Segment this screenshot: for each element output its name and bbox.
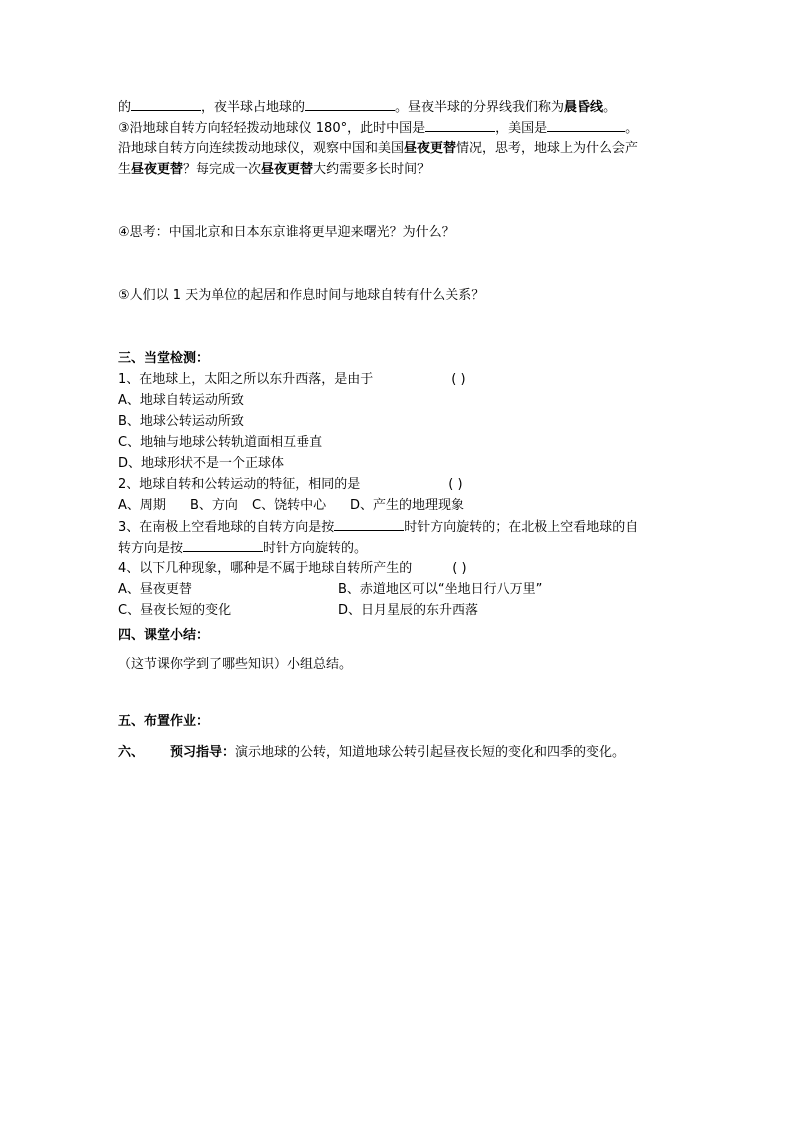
question-text: 2、地球自转和公转运动的特征，相同的是 bbox=[118, 477, 361, 492]
bold-term: 昼夜更替 bbox=[131, 162, 184, 177]
fill-blank[interactable] bbox=[334, 516, 404, 531]
text-fragment: 情况，思考，地球上为什么会产 bbox=[456, 141, 639, 156]
question-text: 3、在南极上空看地球的自转方向是按 bbox=[118, 520, 335, 535]
text-fragment: 大约需要多长时间？ bbox=[313, 162, 431, 177]
text-line-4 bbox=[118, 159, 688, 180]
test-question-3 bbox=[118, 516, 688, 537]
question-4: ④思考：中国北京和日本东京谁将更早迎来曙光？为什么？ bbox=[118, 225, 455, 240]
text-fragment: ，夜半球占地球的 bbox=[201, 100, 306, 115]
text-fragment: 。 bbox=[603, 100, 617, 115]
section-3-heading: 三、当堂检测： bbox=[118, 351, 210, 366]
section-4-heading: 四、课堂小结： bbox=[118, 628, 210, 643]
options-row bbox=[118, 579, 688, 600]
answer-paren[interactable]: ( ) bbox=[448, 477, 463, 492]
option-b: B、地球公转运动所致 bbox=[118, 414, 244, 429]
text-line-2 bbox=[118, 117, 688, 138]
worksheet-page bbox=[118, 96, 688, 763]
option-b: B、赤道地区可以“坐地日行八万里” bbox=[338, 582, 543, 597]
options-row bbox=[118, 495, 688, 516]
question-text: 时针方向旋转的。 bbox=[263, 541, 368, 556]
question-5: ⑤人们以 1 天为单位的起居和作息时间与地球自转有什么关系？ bbox=[118, 288, 485, 303]
text-fragment: 。昼夜半球的分界线我们称为 bbox=[395, 100, 565, 115]
option-a: A、昼夜更替 bbox=[118, 582, 192, 597]
question-text: 4、以下几种现象，哪种是不属于地球自转所产生的 bbox=[118, 561, 413, 576]
test-question-3-cont bbox=[118, 537, 688, 558]
text-fragment: ③沿地球自转方向轻轻拨动地球仪 180°，此时中国是 bbox=[118, 121, 426, 136]
fill-blank[interactable] bbox=[131, 96, 201, 111]
bold-term: 晨昏线 bbox=[564, 100, 604, 115]
section-number: 六、 bbox=[118, 745, 145, 760]
bold-term: 昼夜更替 bbox=[261, 162, 314, 177]
text-line-3 bbox=[118, 138, 688, 159]
fill-blank[interactable] bbox=[425, 117, 495, 132]
option-c: C、地轴与地球公转轨道面相互垂直 bbox=[118, 435, 323, 450]
test-question-2 bbox=[118, 474, 688, 495]
fill-blank[interactable] bbox=[183, 537, 263, 552]
section-text: 演示地球的公转，知道地球公转引起昼夜长短的变化和四季的变化。 bbox=[235, 745, 626, 760]
option-d: D、产生的地理现象 bbox=[350, 498, 465, 513]
question-text: 1、在地球上，太阳之所以东升西落，是由于 bbox=[118, 372, 374, 387]
answer-paren[interactable]: ( ) bbox=[452, 561, 467, 576]
text-fragment: 生 bbox=[118, 162, 132, 177]
fill-blank[interactable] bbox=[547, 117, 625, 132]
bold-term: 昼夜更替 bbox=[404, 141, 457, 156]
fill-blank[interactable] bbox=[305, 96, 395, 111]
test-question-4 bbox=[118, 558, 688, 579]
text-line-1 bbox=[118, 96, 688, 117]
option-b: B、方向 bbox=[190, 498, 238, 513]
option-d: D、日月星辰的东升西落 bbox=[338, 603, 479, 618]
option-c: C、饶转中心 bbox=[252, 498, 327, 513]
option-d: D、地球形状不是一个正球体 bbox=[118, 456, 285, 471]
option-a: A、地球自转运动所致 bbox=[118, 393, 244, 408]
question-text: 转方向是按 bbox=[118, 541, 184, 556]
section-5-heading: 五、布置作业： bbox=[118, 714, 210, 729]
text-fragment: 沿地球自转方向连续拨动地球仪，观察中国和美国 bbox=[118, 141, 405, 156]
option-a: A、周期 bbox=[118, 498, 166, 513]
option-c: C、昼夜长短的变化 bbox=[118, 603, 232, 618]
section-6 bbox=[118, 742, 688, 763]
text-fragment: 。 bbox=[625, 121, 639, 136]
answer-paren[interactable]: ( ) bbox=[451, 372, 466, 387]
text-fragment: ？每完成一次 bbox=[183, 162, 262, 177]
options-row bbox=[118, 600, 688, 621]
section-label: 预习指导： bbox=[170, 745, 236, 760]
summary-text: （这节课你学到了哪些知识）小组总结。 bbox=[118, 657, 353, 672]
test-question-1 bbox=[118, 369, 688, 390]
text-fragment: ，美国是 bbox=[495, 121, 548, 136]
question-text: 时针方向旋转的；在北极上空看地球的自 bbox=[404, 520, 639, 535]
text-fragment: 的 bbox=[118, 100, 132, 115]
